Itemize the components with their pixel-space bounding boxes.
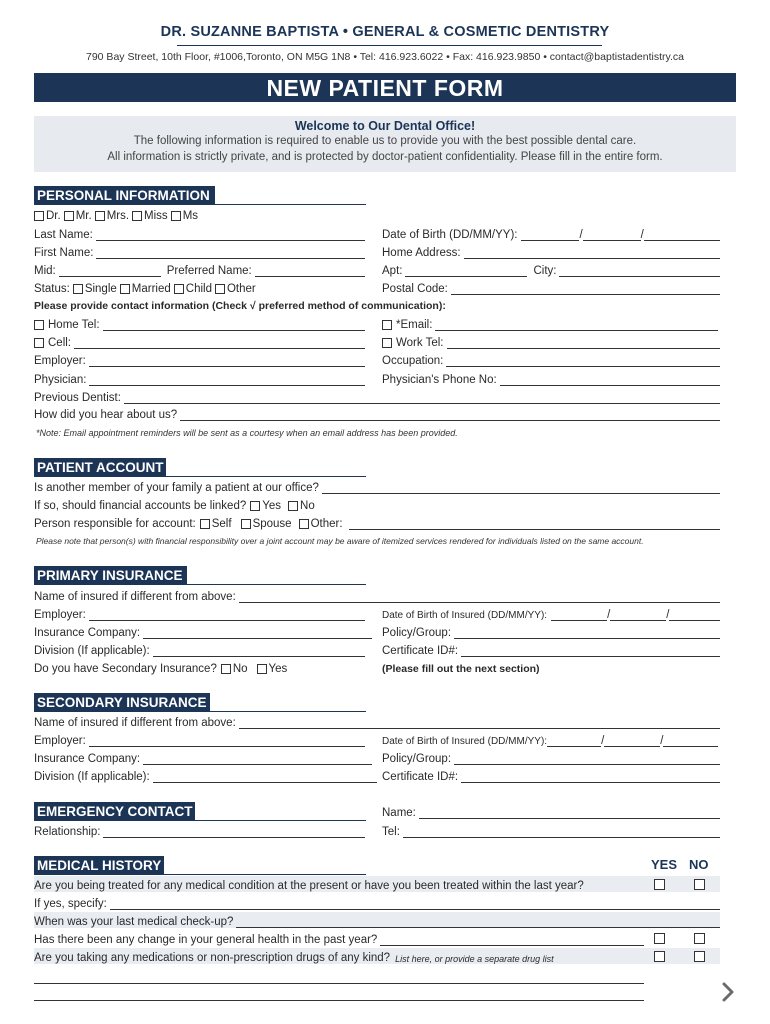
checkbox[interactable] — [34, 211, 44, 221]
checkbox[interactable] — [132, 211, 142, 221]
last-name-field[interactable]: Last Name: — [34, 225, 365, 241]
occupation-field[interactable]: Occupation: — [382, 351, 720, 367]
previous-dentist-field[interactable]: Previous Dentist: — [34, 388, 720, 404]
status-other[interactable]: Other — [215, 283, 256, 295]
checkbox[interactable] — [34, 338, 44, 348]
section-rule — [34, 711, 366, 712]
title-option-mr[interactable]: Mr. — [64, 210, 92, 222]
fill-next-section-note: (Please fill out the next section) — [382, 663, 540, 675]
secondary-certificate-field[interactable]: Certificate ID#: — [382, 767, 720, 783]
title-option-ms[interactable]: Ms — [171, 210, 198, 222]
chevron-right-icon[interactable] — [716, 980, 740, 1004]
checkbox[interactable] — [95, 211, 105, 221]
primary-dob-field[interactable]: Date of Birth of Insured (DD/MM/YY): / / — [382, 605, 720, 621]
checkbox[interactable] — [174, 284, 184, 294]
secondary-yes[interactable]: Yes — [257, 663, 288, 675]
physician-field[interactable]: Physician: — [34, 370, 365, 386]
form-title: NEW PATIENT FORM — [34, 73, 736, 102]
checkbox[interactable] — [200, 519, 210, 529]
title-option-mrs[interactable]: Mrs. — [95, 210, 129, 222]
home-address-field[interactable]: Home Address: — [382, 243, 720, 259]
home-tel-field[interactable]: Home Tel: — [34, 315, 365, 331]
secondary-insurance-question: Do you have Secondary Insurance? No Yes — [34, 663, 288, 675]
q3-yes-checkbox[interactable] — [654, 951, 665, 962]
q2-no-checkbox[interactable] — [694, 933, 705, 944]
section-rule — [34, 874, 366, 875]
email-field[interactable]: *Email: — [382, 315, 718, 331]
checkbox[interactable] — [120, 284, 130, 294]
work-tel-field[interactable]: Work Tel: — [382, 333, 720, 349]
title-option-dr[interactable]: Dr. — [34, 210, 61, 222]
responsible-other[interactable]: Other: — [299, 518, 343, 530]
checkbox[interactable] — [257, 664, 267, 674]
first-name-field[interactable]: First Name: — [34, 243, 365, 259]
primary-certificate-field[interactable]: Certificate ID#: — [382, 641, 720, 657]
clinic-address: 790 Bay Street, 10th Floor, #1006,Toronto, ON M5G 1N8 • Tel: 416.923.6022 • Fax: 416.923.9850 • contact@baptistadentistry.ca — [86, 51, 684, 63]
section-secondary-insurance: SECONDARY INSURANCE — [34, 693, 210, 711]
linked-no[interactable]: No — [288, 500, 315, 512]
checkbox[interactable] — [250, 501, 260, 511]
primary-insured-name-field[interactable]: Name of insured if different from above: — [34, 587, 720, 603]
section-primary-insurance: PRIMARY INSURANCE — [34, 566, 187, 584]
emergency-tel-field[interactable]: Tel: — [382, 822, 720, 838]
clinic-rule — [177, 45, 602, 46]
title-option-miss[interactable]: Miss — [132, 210, 168, 222]
checkbox[interactable] — [382, 320, 392, 330]
responsible-self[interactable]: Self — [200, 518, 232, 530]
emergency-name-field[interactable]: Name: — [382, 803, 720, 819]
q1-no-checkbox[interactable] — [694, 879, 705, 890]
responsible-spouse[interactable]: Spouse — [241, 518, 292, 530]
checkbox[interactable] — [241, 519, 251, 529]
medication-line-1[interactable] — [34, 968, 644, 984]
section-rule — [34, 584, 366, 585]
medical-question-1: Are you being treated for any medical condition at the present or have you been treated within the last year? — [34, 876, 720, 892]
last-checkup-field[interactable]: When was your last medical check-up? — [34, 912, 720, 928]
checkbox[interactable] — [299, 519, 309, 529]
section-medical-history: MEDICAL HISTORY — [34, 856, 164, 874]
welcome-line-1: The following information is required to enable us to provide you with the best possible dental care. — [133, 135, 637, 147]
section-patient-account: PATIENT ACCOUNT — [34, 458, 166, 476]
q1-yes-checkbox[interactable] — [654, 879, 665, 890]
title-options — [34, 206, 201, 222]
secondary-company-field[interactable]: Insurance Company: — [34, 749, 372, 765]
secondary-dob-field[interactable]: Date of Birth of Insured (DD/MM/YY): / / — [382, 731, 718, 747]
primary-division-field[interactable]: Division (If applicable): — [34, 641, 365, 657]
account-note: Please note that person(s) with financial responsibility over a joint account may be aware of itemized services rendered for individuals listed on the same account. — [36, 536, 644, 546]
checkbox[interactable] — [64, 211, 74, 221]
checkbox[interactable] — [221, 664, 231, 674]
status-single[interactable]: Single — [73, 283, 117, 295]
mid-preferred-field[interactable]: Mid: Preferred Name: — [34, 261, 365, 277]
yes-column-header: YES — [651, 857, 678, 872]
section-rule — [34, 476, 366, 477]
welcome-line-2: All information is strictly private, and is protected by doctor-patient confidentiality. Please fill in the entire form. — [107, 151, 663, 163]
apt-city-field[interactable]: Apt: City: — [382, 261, 720, 277]
primary-policy-field[interactable]: Policy/Group: — [382, 623, 720, 639]
section-rule — [34, 820, 366, 821]
medication-line-2[interactable] — [34, 985, 644, 1001]
employer-field[interactable]: Employer: — [34, 351, 365, 367]
primary-company-field[interactable]: Insurance Company: — [34, 623, 372, 639]
checkbox[interactable] — [34, 320, 44, 330]
dob-field[interactable]: Date of Birth (DD/MM/YY): / / — [382, 225, 720, 241]
specify-field[interactable]: If yes, specify: — [34, 894, 720, 910]
secondary-employer-field[interactable]: Employer: — [34, 731, 365, 747]
family-patient-field[interactable]: Is another member of your family a patient at our office? — [34, 478, 720, 494]
q3-no-checkbox[interactable] — [694, 951, 705, 962]
q2-yes-checkbox[interactable] — [654, 933, 665, 944]
secondary-insured-name-field[interactable]: Name of insured if different from above: — [34, 713, 720, 729]
checkbox[interactable] — [215, 284, 225, 294]
checkbox[interactable] — [382, 338, 392, 348]
postal-code-field[interactable]: Postal Code: — [382, 279, 720, 295]
status-married[interactable]: Married — [120, 283, 171, 295]
status-child[interactable]: Child — [174, 283, 212, 295]
section-personal-information: PERSONAL INFORMATION — [34, 186, 215, 204]
accounts-linked-options: If so, should financial accounts be linked? Yes No — [34, 500, 315, 512]
medical-question-3: Are you taking any medications or non-prescription drugs of any kind? List here, or provide a separate drug list — [34, 948, 720, 964]
contact-instruction: Please provide contact information (Check √ preferred method of communication): — [34, 300, 446, 312]
section-rule — [34, 204, 366, 205]
secondary-division-field[interactable]: Division (If applicable): — [34, 767, 377, 783]
no-column-header: NO — [689, 857, 709, 872]
physician-phone-field[interactable]: Physician's Phone No: — [382, 370, 720, 386]
section-emergency-contact: EMERGENCY CONTACT — [34, 802, 195, 820]
checkbox[interactable] — [288, 501, 298, 511]
medical-question-2[interactable]: Has there been any change in your general health in the past year? — [34, 930, 644, 946]
responsible-options: Person responsible for account: Self Spouse Other: — [34, 514, 720, 530]
status-options: Status: Single Married Child Other — [34, 283, 256, 295]
linked-yes[interactable]: Yes — [250, 500, 281, 512]
welcome-box — [34, 116, 736, 172]
checkbox[interactable] — [73, 284, 83, 294]
clinic-name: DR. SUZANNE BAPTISTA • GENERAL & COSMETIC DENTISTRY — [160, 24, 610, 40]
cell-field[interactable]: Cell: — [34, 333, 365, 349]
email-note: *Note: Email appointment reminders will be sent as a courtesy when an email address has been provided. — [36, 428, 458, 438]
secondary-no[interactable]: No — [221, 663, 248, 675]
welcome-title: Welcome to Our Dental Office! — [294, 119, 476, 133]
secondary-policy-field[interactable]: Policy/Group: — [382, 749, 720, 765]
emergency-relationship-field[interactable]: Relationship: — [34, 822, 365, 838]
primary-employer-field[interactable]: Employer: — [34, 605, 365, 621]
responsible-other-line[interactable] — [349, 517, 720, 530]
heard-about-field[interactable]: How did you hear about us? — [34, 405, 720, 421]
drug-list-hint: List here, or provide a separate drug list — [395, 954, 554, 964]
checkbox[interactable] — [171, 211, 181, 221]
